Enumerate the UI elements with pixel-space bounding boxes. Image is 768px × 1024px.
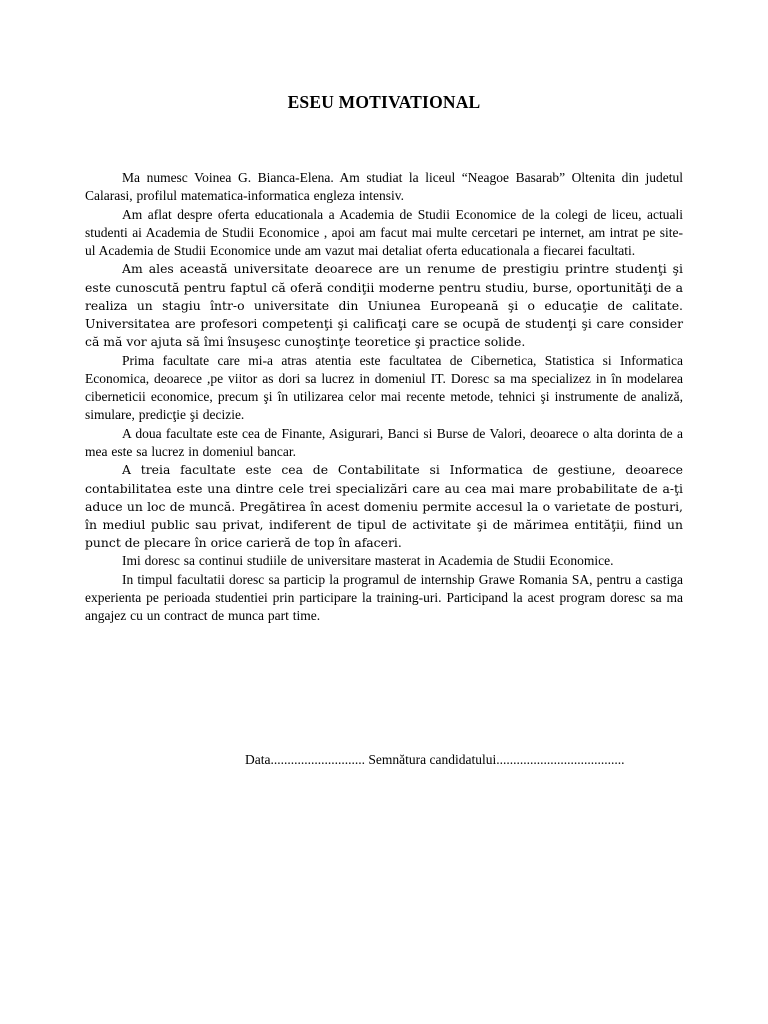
signature-dotted-line: ......................................	[496, 752, 625, 767]
paragraph-a-doua-facultate: A doua facultate este cea de Finante, Asigurari, Banci si Burse de Valori, deoarece o alta dorinta de a mea este sa lucrez in domeniul bancar.	[85, 425, 683, 459]
paragraph-masterat: Imi doresc sa continui studiile de universitare masterat in Academia de Studii Economice.	[122, 553, 614, 569]
signature-label: Semnătura candidatului	[364, 752, 497, 767]
paragraph-internship: In timpul facultatii doresc sa particip la programul de internship Grawe Romania SA, pentru a castiga experienta pe perioada studentiei prin participare la training-uri. Participand la acest program doresc sa ma angajez cu un contract de munca part time.	[85, 571, 683, 624]
paragraph-a-treia-facultate: A treia facultate este cea de Contabilitate si Informatica de gestiune, deoarece contabilitatea este una dintre cele trei specializări care au cea mai mare probabilitate de a-ţi aduce un loc de muncă. Pregătirea în acest domeniu permite accesul la o varietate de posturi, în mediul public sau privat, indiferent de tipul de activitate şi de mărimea entităţii, fiind un punct de plecare în orice carieră de top în afaceri.	[85, 462, 683, 551]
signature-footer	[85, 752, 683, 768]
paragraph-intro: Ma numesc Voinea G. Bianca-Elena. Am studiat la liceul “Neagoe Basarab” Oltenita din judetul Calarasi, profilul matematica-informatica engleza intensiv.	[85, 170, 683, 204]
paragraph-motivatie-universitate: Am ales această universitate deoarece are un renume de prestigiu printre studenţi şi este cunoscută pentru faptul că oferă condiţii moderne pentru studiu, burse, oportunităţi de a realiza un stagiu într-o universitate din Uniunea Europeană şi o educaţie de calitate. Universitatea are profesori competenţi şi calificaţi care se ocupă de studenţi şi care consider că mă vor ajuta să îmi însuşesc cunoştinţe teoretice şi practice solide.	[85, 261, 683, 350]
date-dotted-line: ............................	[270, 752, 365, 767]
paragraph-prima-facultate: Prima facultate care mi-a atras atentia este facultatea de Cibernetica, Statistica si Informatica Economica, deoarece ,pe viitor as dori sa lucrez in domeniul IT. Doresc sa ma specializez in în modelarea ciberneticii economice, precum şi în utilizarea celor mai recente metode, tehnici şi instrumente de analiză, simulare, predicţie şi decizie.	[85, 352, 683, 423]
paragraph-oferta-educationala: Am aflat despre oferta educationala a Academia de Studii Economice de la colegi de liceu, actuali studenti ai Academia de Studii Economice , apoi am facut mai multe cercetari pe internet, am intrat pe site-ul Academia de Studii Economice unde am vazut mai detaliat oferta educationala a fiecarei facultati.	[85, 206, 683, 259]
document-title: ESEU MOTIVATIONAL	[287, 92, 481, 112]
date-label: Data	[245, 752, 271, 767]
document-body	[85, 169, 683, 626]
